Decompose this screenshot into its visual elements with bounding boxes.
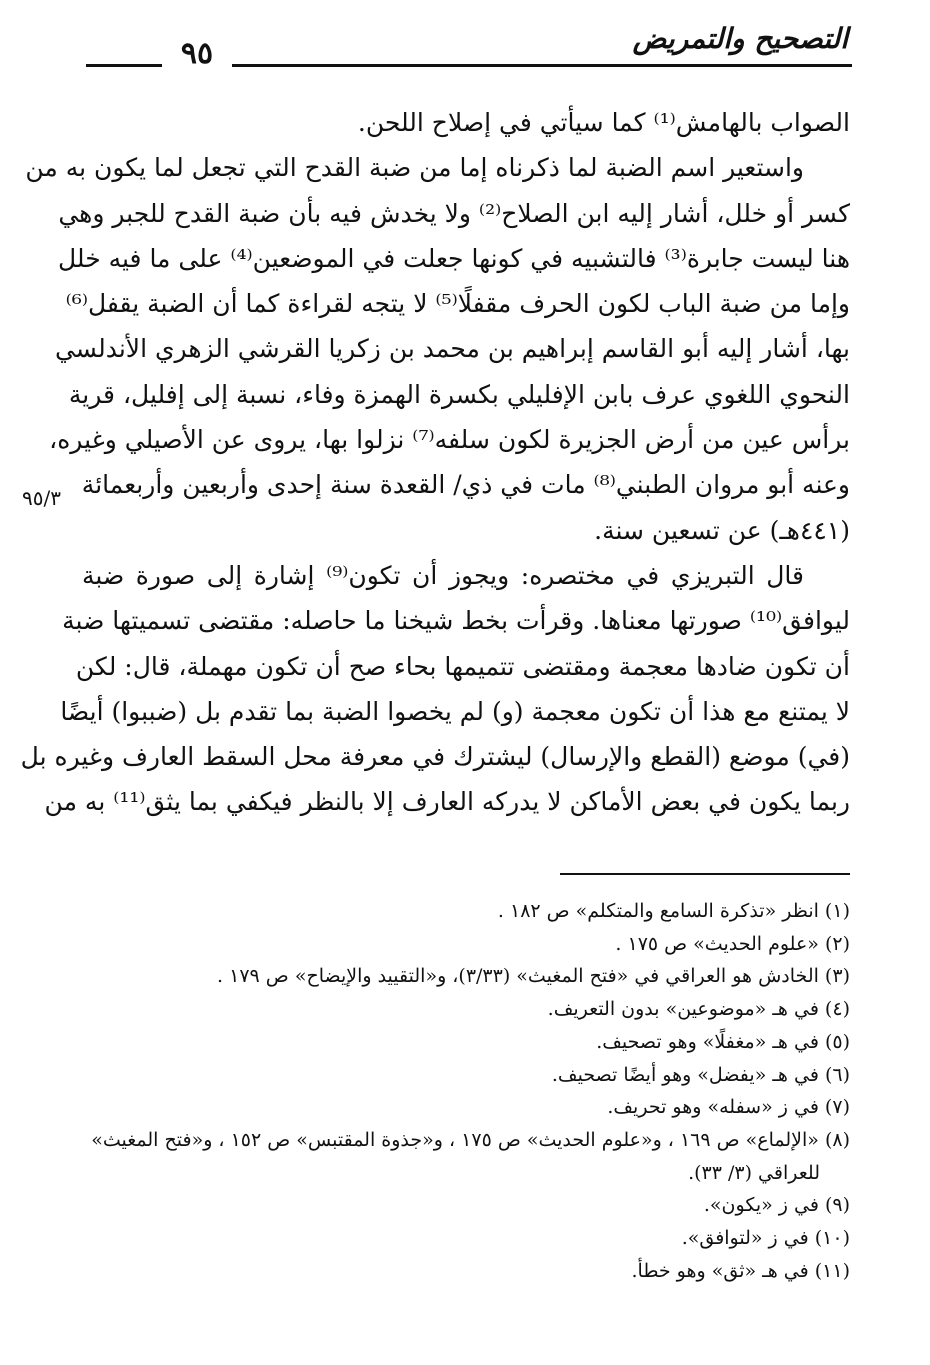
text-line: ليوافق⁽¹⁰⁾ صورتها معناها. وقرأت بخط شيخنا ما حاصله: مقتضى تسميتها ضبة (62, 606, 850, 636)
text-line: أن تكون ضادها معجمة ومقتضى تتميمها بحاء صح أن تكون مهملة، قال: لكن (75, 651, 850, 681)
text-line: قال التبريزي في مختصره: ويجوز أن تكون⁽⁹⁾ إشارة إلى صورة ضبة (82, 560, 804, 590)
footnote-separator (560, 873, 850, 875)
footnote-4: (٤) في هـ «موضوعين» بدون التعريف. (547, 998, 850, 1021)
text-line: النحوي اللغوي عرف بابن الإفليلي بكسرة الهمزة وفاء، نسبة إلى إفليل، قرية (68, 379, 850, 409)
paragraph-1 (82, 100, 850, 145)
paragraph-3 (20, 553, 850, 825)
footnote-8: (٨) «الإلماع» ص ١٦٩ ، و«علوم الحديث» ص ١٧٥ ، و«جذوة المقتبس» ص ١٥٢ ، و«فتح المغيث» (91, 1128, 850, 1151)
footnotes (82, 895, 850, 1287)
running-head: التصحيح والتمريض (632, 22, 848, 55)
header-rule-left (86, 64, 162, 67)
text-line: كسر أو خلل، أشار إليه ابن الصلاح⁽²⁾ ولا يخدش فيه بأن ضبة القدح للجبر وهي (58, 198, 850, 228)
footnote-8-continued: للعراقي (٣/ ٣٣). (688, 1161, 820, 1184)
text-line: وإما من ضبة الباب لكون الحرف مقفلًا⁽⁵⁾ لا يتجه لقراءة كما أن الضبة يقفل⁽⁶⁾ (65, 289, 850, 319)
text-line: الصواب بالهامش⁽¹⁾ كما سيأتي في إصلاح اللحن. (357, 108, 850, 137)
text-line: (في) موضع (القطع والإرسال) ليشترك في معرفة محل السقط العارف وغيره بل (20, 742, 850, 772)
footnote-6: (٦) في هـ «يفضل» وهو أيضًا تصحيف. (551, 1063, 850, 1086)
footnote-1: (١) انظر «تذكرة السامع والمتكلم» ص ١٨٢ . (497, 900, 850, 922)
text-line: هنا ليست جابرة⁽³⁾ فالتشبيه في كونها جعلت في الموضعين⁽⁴⁾ على ما فيه خلل (57, 243, 850, 273)
text-line: وعنه أبو مروان الطبني⁽⁸⁾ مات في ذي/ القعدة سنة إحدى وأربعين وأربعمائة (81, 470, 850, 500)
text-line: لا يمتنع مع هذا أن تكون معجمة (و) لم يخصوا الضبة بما تقدم بل (ضببوا) أيضًا (60, 696, 850, 726)
footnote-5: (٥) في هـ «مغفلًا» وهو تصحيف. (596, 1030, 850, 1053)
footnote-10: (١٠) في ز «لتوافق». (681, 1227, 850, 1250)
footnote-3: (٣) الخادش هو العراقي في «فتح المغيث» (٣/٣٣)، و«التقييد والإيضاح» ص ١٧٩ . (217, 965, 850, 988)
footnote-9: (٩) في ز «يكون». (703, 1194, 850, 1217)
text-line: بها، أشار إليه أبو القاسم إبراهيم بن محمد بن زكريا القرشي الزهري الأندلسي (54, 334, 850, 364)
margin-page-reference: ٩٥/٣ (22, 486, 61, 510)
text-line: ربما يكون في بعض الأماكن لا يدركه العارف إلا بالنظر فيكفي بما يثق⁽¹¹⁾ به من (44, 787, 850, 817)
header-rule-right (232, 64, 852, 67)
footnote-2: (٢) «علوم الحديث» ص ١٧٥ . (615, 932, 850, 955)
text-line: برأس عين من أرض الجزيرة لكون سلفه⁽⁷⁾ نزلوا بها، يروى عن الأصيلي وغيره، (49, 425, 850, 455)
text-line: (٤٤١هـ) عن تسعين سنة. (594, 515, 850, 545)
footnote-11: (١١) في هـ «ثق» وهو خطأ. (631, 1259, 850, 1282)
page-number: ٩٥ (180, 36, 214, 71)
footnote-7: (٧) في ز «سفله» وهو تحريف. (607, 1096, 850, 1119)
text-line: واستعير اسم الضبة لما ذكرناه إما من ضبة القدح التي تجعل لما يكون به من (25, 153, 804, 183)
